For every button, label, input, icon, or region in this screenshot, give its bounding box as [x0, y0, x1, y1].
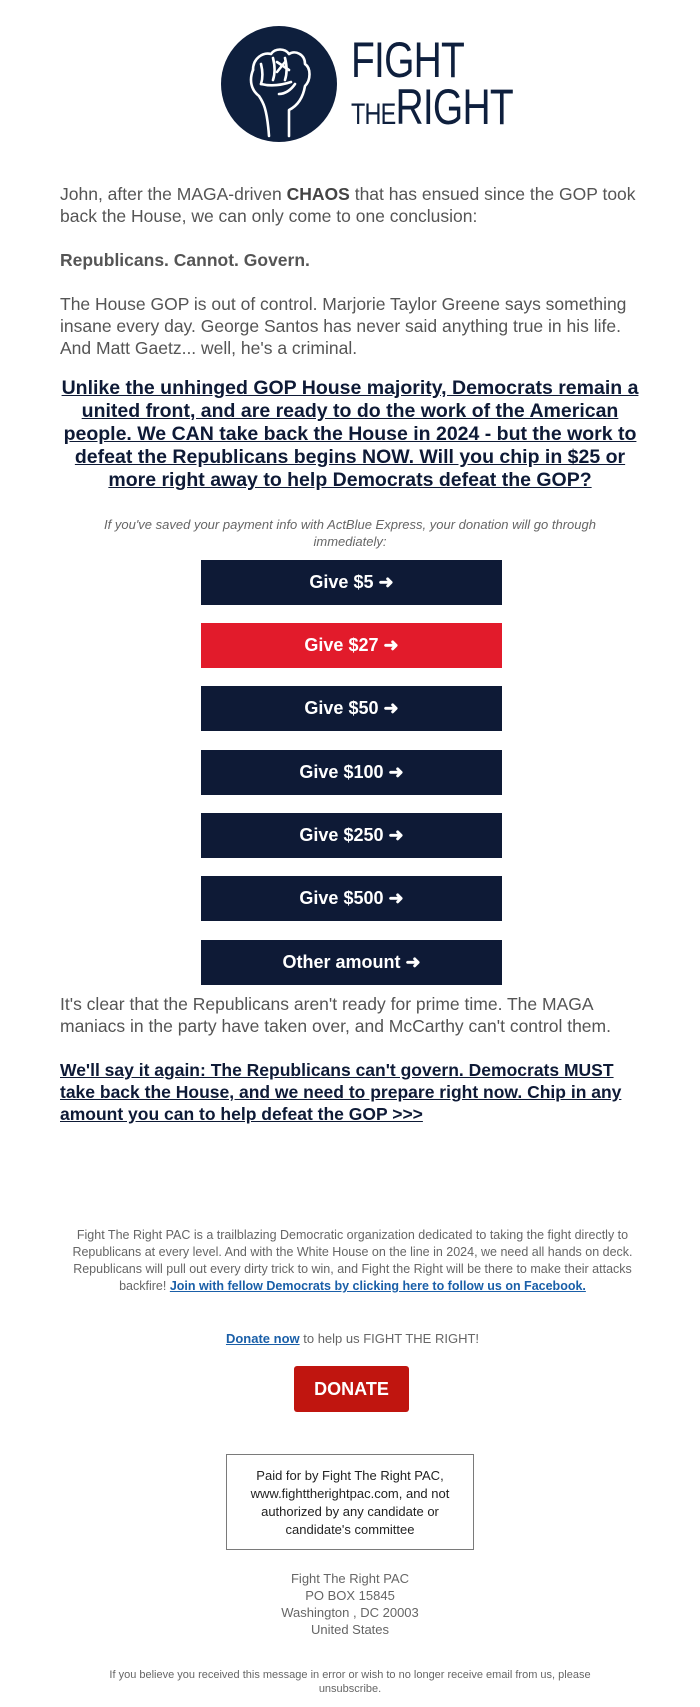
donate-button[interactable]: DONATE [294, 1366, 409, 1412]
address-line: Fight The Right PAC [290, 1571, 409, 1586]
footer-about-text: Fight The Right PAC is a trailblazing Democratic organization dedicated to taking the fight directly to Republicans at every level. And with the White House on the line in 2024, we need all hands on deck. Republicans will pull out every dirty trick to win, and Fight the Right will be there to make their attacks backfire! [72, 1228, 633, 1293]
footer-about [60, 1227, 645, 1295]
republicans-cannot-govern: Republicans. Cannot. Govern. [60, 250, 310, 270]
give-500-button[interactable]: Give $500 ➜ [201, 876, 502, 921]
give-50-button[interactable]: Give $50 ➜ [201, 686, 502, 731]
unsubscribe-note[interactable]: If you believe you received this message in error or wish to no longer receive email from us, please unsubscribe. [109, 1669, 591, 1695]
give-100-button[interactable]: Give $100 ➜ [201, 750, 502, 795]
intro-text-cont: that has ensued since the GOP took back the House, we can only come to one conclusion: [60, 184, 636, 226]
paid-for-disclaimer: Paid for by Fight The Right PAC, www.fighttherightpac.com, and not authorized by any candidate or candidate's committee [226, 1454, 474, 1550]
logo-word-right: RIGHT [395, 79, 513, 135]
facebook-follow-link[interactable]: Join with fellow Democrats by clicking here to follow us on Facebook. [169, 1279, 586, 1293]
logo-word-the: THE [351, 98, 396, 131]
donate-now-line [60, 1331, 645, 1346]
chip-in-ask-link[interactable]: Unlike the unhinged GOP House majority, Democrats remain a united front, and are ready to do the work of the American people. We CAN take back the House in 2024 - but the work to defeat the Republicans begins NOW. Will you chip in $25 or more right away to help Democrats defeat the GOP? [61, 377, 639, 491]
intro-paragraph-1 [60, 183, 640, 227]
fight-the-right-logo [219, 24, 513, 144]
chaos-emphasis: CHAOS [286, 184, 350, 204]
donate-now-link[interactable]: Donate now [225, 1331, 300, 1346]
donate-now-after-text: to help us FIGHT THE RIGHT! [299, 1331, 480, 1346]
house-gop-text: The House GOP is out of control. Marjorie Taylor Greene says something insane every day. George Santos has never said anything true in his life. And Matt Gaetz... well, he's a criminal. [60, 294, 627, 358]
logo-wordmark [351, 31, 559, 135]
other-amount-button[interactable]: Other amount ➜ [201, 940, 502, 985]
mailing-address [200, 1570, 500, 1638]
give-27-button[interactable]: Give $27 ➜ [201, 623, 502, 668]
actblue-express-note: If you've saved your payment info with ActBlue Express, your donation will go through immediately: [104, 517, 596, 549]
logo-line-the-right [351, 79, 513, 135]
logo-word-fight: FIGHT [351, 31, 465, 88]
intro-paragraph-2 [60, 249, 640, 271]
intro-text: John, after the MAGA-driven [60, 184, 287, 204]
raised-fist-icon [219, 24, 339, 144]
intro-paragraph-3 [60, 293, 640, 359]
chip-in-any-amount-link[interactable]: We'll say it again: The Republicans can't govern. Democrats MUST take back the House, and we need to prepare right now. Chip in any amount you can to help defeat the GOP >>> [60, 1060, 622, 1124]
give-5-button[interactable]: Give $5 ➜ [201, 560, 502, 605]
address-line: Washington , DC 20003 [281, 1605, 419, 1620]
prime-time-paragraph: It's clear that the Republicans aren't ready for prime time. The MAGA maniacs in the party have taken over, and McCarthy can't control them. [60, 994, 611, 1036]
address-line: United States [310, 1622, 390, 1637]
give-250-button[interactable]: Give $250 ➜ [201, 813, 502, 858]
address-line: PO BOX 15845 [305, 1588, 395, 1603]
